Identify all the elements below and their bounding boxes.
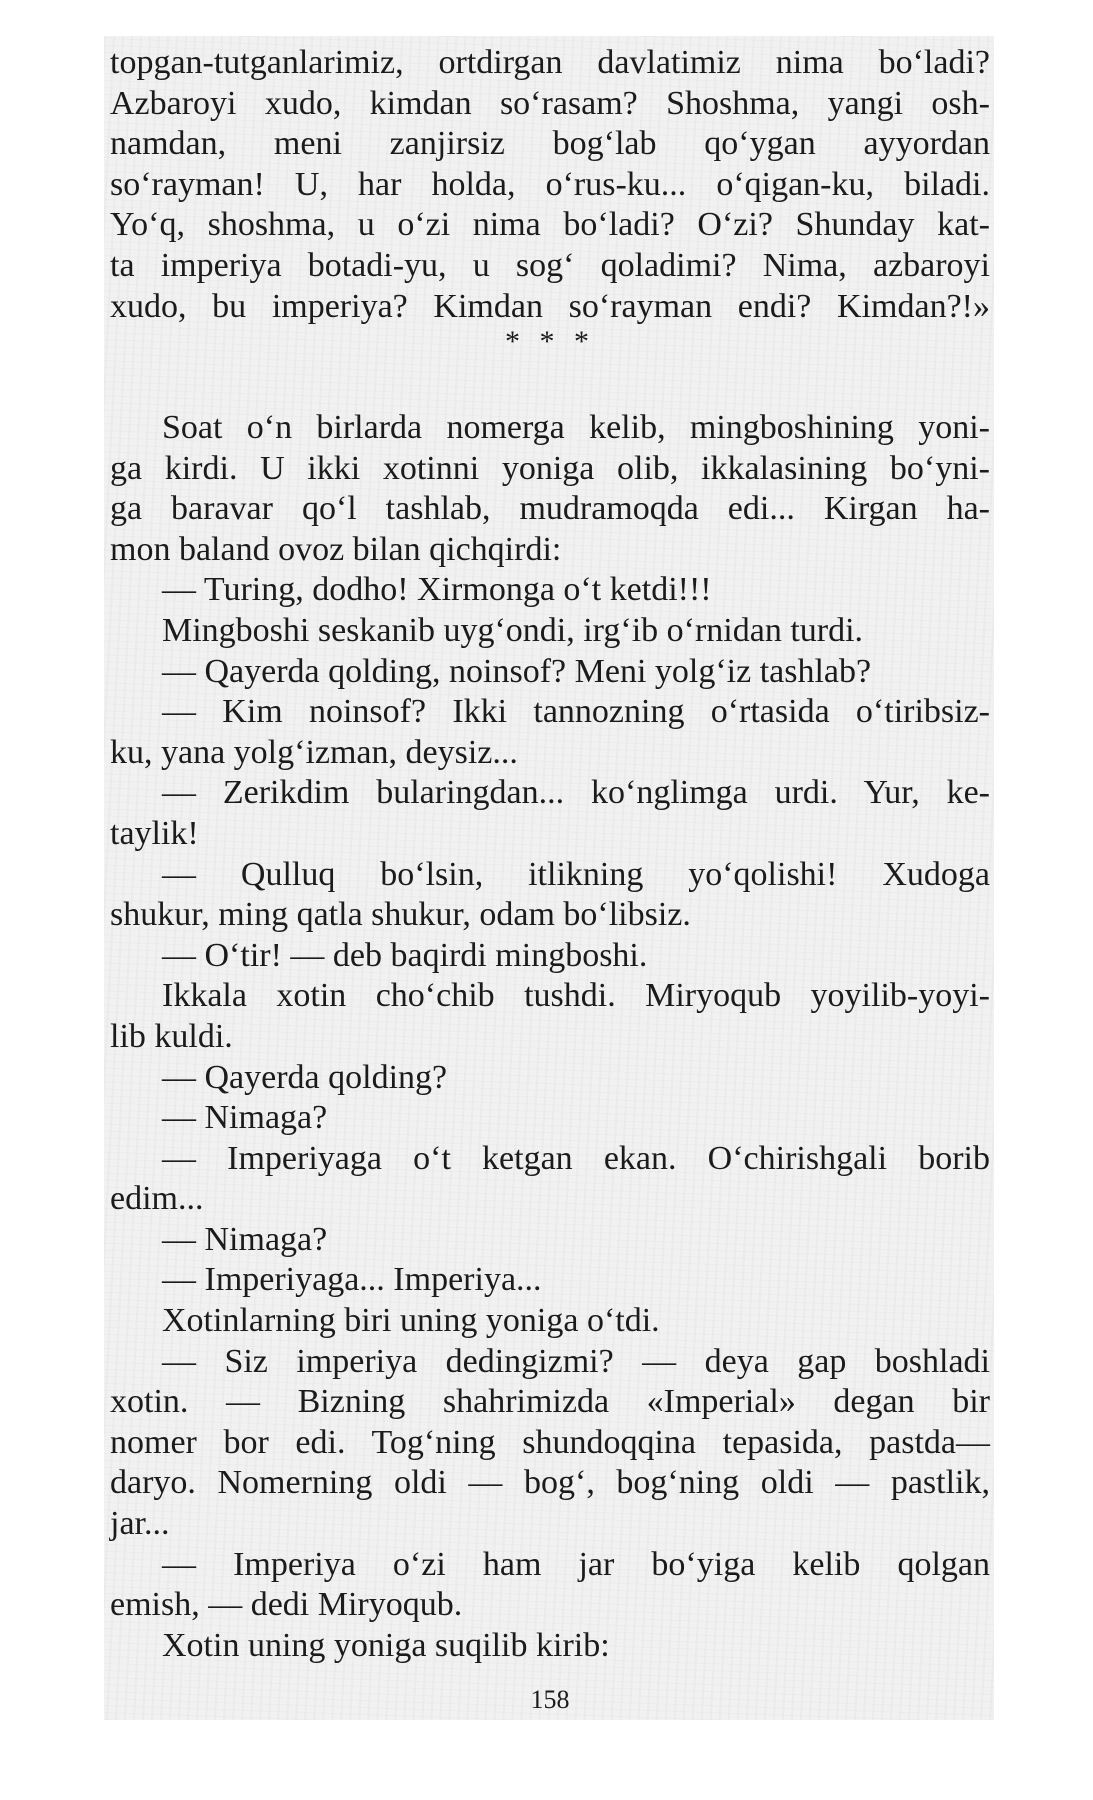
text-line: — Zerikdim bularingdan... ko‘nglimga urdi. Yur, ke- (162, 774, 990, 812)
text-section-2 (110, 408, 990, 1666)
text-line: ta imperiya botadi-yu, u sog‘ qoladimi? Nima, azbaroyi (110, 246, 990, 284)
text-line: jar... (110, 1505, 170, 1543)
text-line: ku, yana yolg‘izman, deysiz... (110, 733, 518, 771)
text-line: nomer bor edi. Tog‘ning shundoqqina tepasida, pastda— (110, 1423, 990, 1461)
text-line: — Turing, dodho! Xirmonga o‘t ketdi!!! (162, 571, 712, 609)
section-separator: * * * (505, 325, 595, 358)
text-section-1 (110, 43, 990, 327)
text-line: Azbaroyi xudo, kimdan so‘rasam? Shoshma, yangi osh- (110, 84, 990, 122)
text-line: — Imperiyaga o‘t ketgan ekan. O‘chirishgali borib (162, 1139, 990, 1177)
text-line: — Kim noinsof? Ikki tannozning o‘rtasida o‘tiribsiz- (162, 693, 990, 731)
text-line: Mingboshi seskanib uyg‘ondi, irg‘ib o‘rnidan turdi. (162, 611, 864, 649)
text-line: — Imperiyaga... Imperiya... (162, 1261, 542, 1299)
text-line: Ikkala xotin cho‘chib tushdi. Miryoqub yoyilib-yoyi- (162, 977, 990, 1015)
text-line: edim... (110, 1180, 204, 1218)
text-line: xotin. — Bizning shahrimizda «Imperial» degan bir (110, 1383, 990, 1421)
page-number: 158 (530, 1685, 570, 1714)
text-line: — O‘tir! — deb baqirdi mingboshi. (162, 936, 648, 974)
text-line: — Qayerda qolding, noinsof? Meni yolg‘iz tashlab? (162, 652, 872, 690)
text-line: ga kirdi. U ikki xotinni yoniga olib, ikkalasining bo‘yni- (110, 449, 990, 487)
text-line: — Qulluq bo‘lsin, itlikning yo‘qolishi! Xudoga (162, 855, 990, 893)
text-line: Yo‘q, shoshma, u o‘zi nima bo‘ladi? O‘zi? Shunday kat- (110, 206, 990, 244)
text-line: — Nimaga? (162, 1099, 328, 1137)
text-line: taylik! (110, 814, 199, 852)
text-line: Xotinlarning biri uning yoniga o‘tdi. (162, 1302, 660, 1340)
text-line: Soat o‘n birlarda nomerga kelib, mingboshining yoni- (162, 409, 990, 446)
text-line: — Siz imperiya dedingizmi? — deya gap boshladi (162, 1342, 990, 1380)
text-line: ga baravar qo‘l tashlab, mudramoqda edi... Kirgan ha- (110, 490, 990, 528)
text-line: mon baland ovoz bilan qichqirdi: (110, 530, 562, 568)
text-line: lib kuldi. (110, 1017, 233, 1055)
text-line: — Nimaga? (162, 1220, 328, 1258)
text-line: Xotin uning yoniga suqilib kirib: (162, 1626, 610, 1664)
text-line: so‘rayman! U, har holda, o‘rus-ku... o‘qigan-ku, biladi. (110, 165, 990, 203)
text-line: topgan-tutganlarimiz, ortdirgan davlatimiz nima bo‘ladi? (110, 44, 990, 81)
text-line: namdan, meni zanjirsiz bog‘lab qo‘ygan ayyordan (110, 125, 990, 163)
text-line: xudo, bu imperiya? Kimdan so‘rayman endi? Kimdan?!» (110, 287, 990, 325)
text-line: daryo. Nomerning oldi — bog‘, bog‘ning oldi — pastlik, (110, 1464, 990, 1502)
text-line: emish, — dedi Miryoqub. (110, 1586, 463, 1624)
text-line: — Qayerda qolding? (162, 1058, 448, 1096)
text-line: — Imperiya o‘zi ham jar bo‘yiga kelib qolgan (162, 1545, 990, 1583)
text-line: shukur, ming qatla shukur, odam bo‘libsiz. (110, 896, 691, 934)
